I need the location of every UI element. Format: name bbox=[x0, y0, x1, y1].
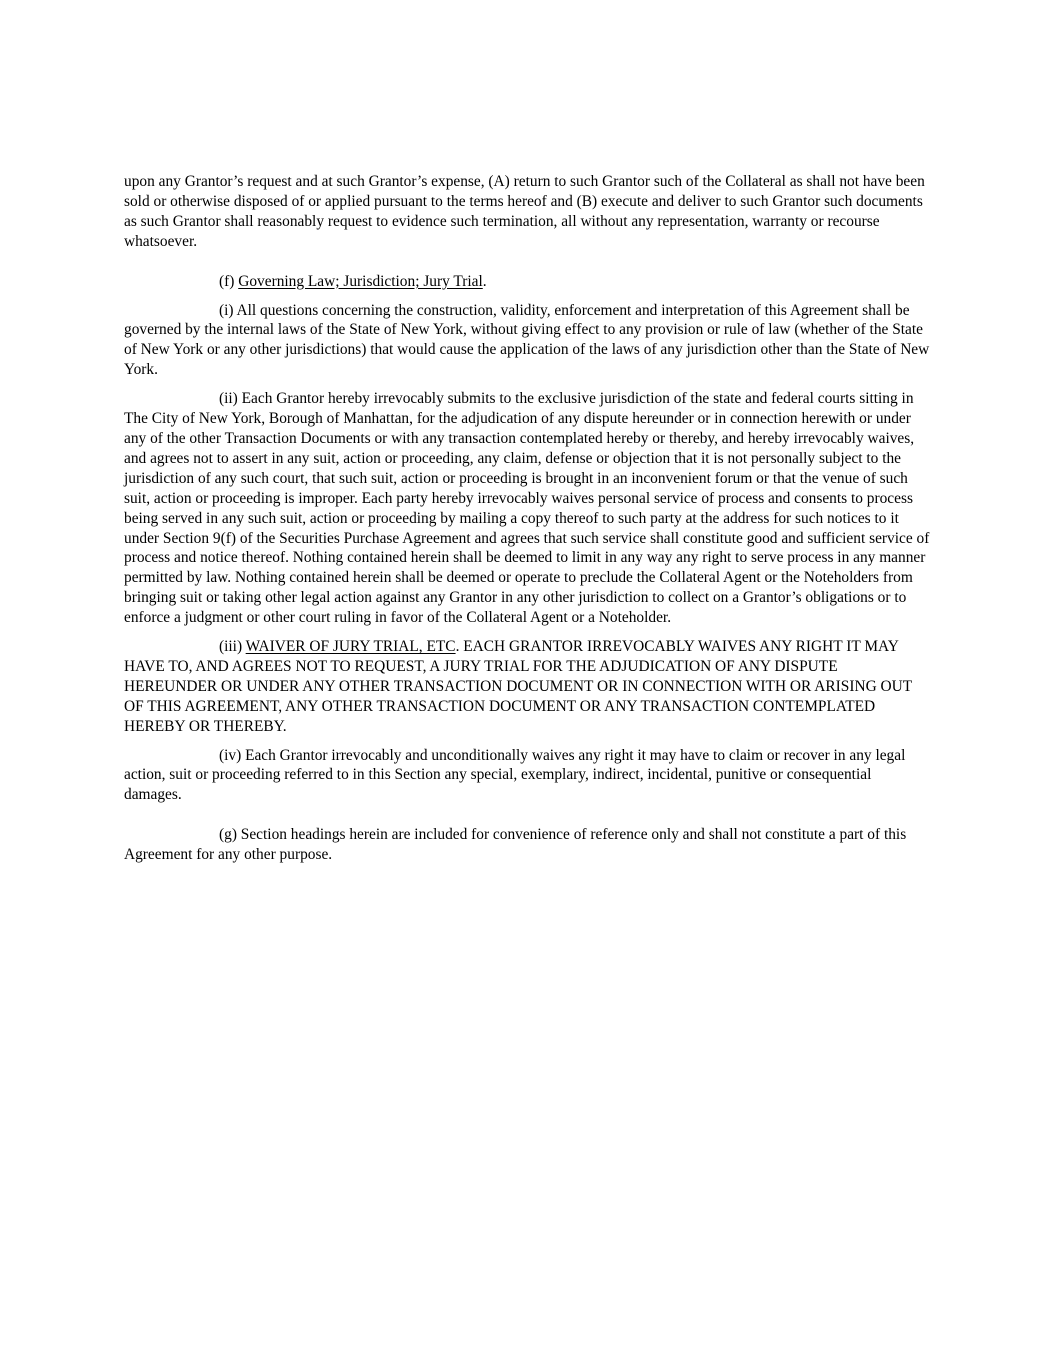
paragraph-intro: upon any Grantor’s request and at such Grantor’s expense, (A) return to such Grantor such of the Collateral as shall not have been sold or otherwise disposed of or applied pursuant to the terms hereof and (B) execute and deliver to such Grantor such documents as such Grantor shall reasonably request to evidence such termination, all without any representation, warranty or recourse whatsoever. bbox=[124, 173, 925, 250]
section-f-heading bbox=[124, 272, 932, 292]
paragraph-iii-body: . EACH GRANTOR IRREVOCABLY WAIVES ANY RIGHT IT MAY HAVE TO, AND AGREES NOT TO REQUEST, A JURY TRIAL FOR THE ADJUDICATION OF ANY DISPUTE HEREUNDER OR UNDER ANY OTHER TRANSACTION DOCUMENT OR IN CONNECTION WITH OR ARISING OUT OF THIS AGREEMENT, ANY OTHER TRANSACTION DOCUMENT OR ANY TRANSACTION CONTEMPLATED HEREBY OR THEREBY. bbox=[124, 638, 912, 735]
paragraph-iii bbox=[124, 637, 932, 737]
document-page bbox=[124, 172, 932, 865]
paragraph-ii: (ii) Each Grantor hereby irrevocably submits to the exclusive jurisdiction of the state and federal courts sitting in The City of New York, Borough of Manhattan, for the adjudication of any dispute hereunder or in connection herewith or under any of the other Transaction Documents or with any transaction contemplated hereby or thereby, and hereby irrevocably waives, and agrees not to assert in any suit, action or proceeding, any claim, defense or objection that it is not personally subject to the jurisdiction of any such court, that such suit, action or proceeding is brought in an inconvenient forum or that the venue of such suit, action or proceeding is improper. Each party hereby irrevocably waives personal service of process and consents to process being served in any such suit, action or proceeding by mailing a copy thereof to such party at the address for such notices to it under Section 9(f) of the Securities Purchase Agreement and agrees that such service shall constitute good and sufficient service of process and notice thereof. Nothing contained herein shall be deemed to limit in any way any right to serve process in any manner permitted by law. Nothing contained herein shall be deemed or operate to preclude the Collateral Agent or the Noteholders from bringing suit or taking other legal action against any Grantor in any other jurisdiction to collect on a Grantor’s obligations or to enforce a judgment or other court ruling in favor of the Collateral Agent or a Noteholder. bbox=[124, 390, 930, 627]
paragraph-i: (i) All questions concerning the construction, validity, enforcement and interpretation of this Agreement shall be governed by the internal laws of the State of New York, without giving effect to any provision or rule of law (whether of the State of New York or any other jurisdictions) that would cause the application of the laws of any jurisdiction other than the State of New York. bbox=[124, 301, 930, 379]
paragraph-iv: (iv) Each Grantor irrevocably and unconditionally waives any right it may have to claim or recover in any legal action, suit or proceeding referred to in this Section any special, exemplary, indirect, incidental, punitive or consequential damages. bbox=[124, 746, 906, 804]
section-f-prefix: (f) bbox=[219, 272, 239, 290]
section-f-title: Governing Law; Jurisdiction; Jury Trial bbox=[238, 272, 483, 290]
paragraph-g: (g) Section headings herein are included for convenience of reference only and shall not constitute a part of this Agreement for any other purpose. bbox=[124, 826, 907, 864]
paragraph-iii-prefix: (iii) bbox=[219, 638, 246, 656]
section-f-suffix: . bbox=[482, 272, 487, 290]
paragraph-iii-title: WAIVER OF JURY TRIAL, ETC bbox=[245, 638, 456, 656]
